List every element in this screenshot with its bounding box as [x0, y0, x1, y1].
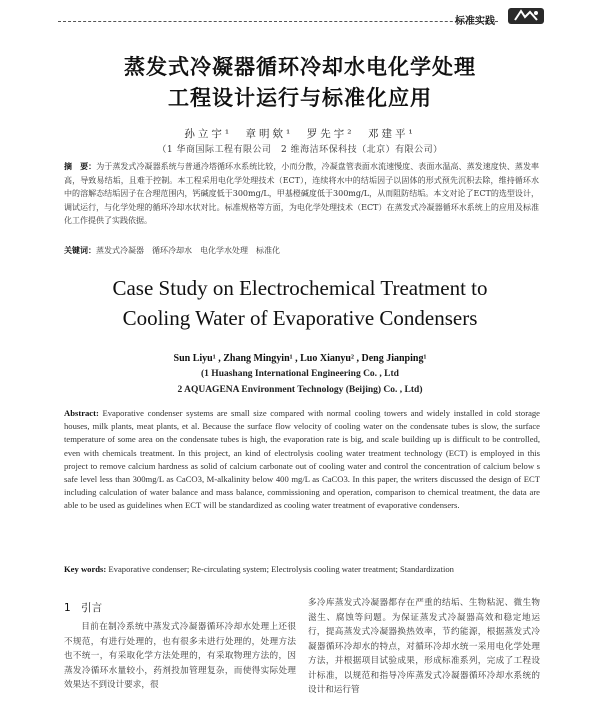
keywords-en-text: Evaporative condenser; Re-circulating system; Electrolysis cooling water treatment; Standardization: [108, 564, 454, 574]
title-cn-line2: 工程设计运行与标准化应用: [168, 86, 432, 110]
journal-logo-icon: [508, 6, 544, 26]
header-rule: [58, 21, 498, 22]
abstract-en-label: Abstract:: [64, 408, 99, 418]
section-heading-introduction: 1 引言: [64, 602, 103, 614]
abstract-cn-text: 为于蒸发式冷凝器系统与普通冷塔循环水系统比较，小而分散，冷凝盘管表面水流速慢度、表面水温高、蒸发速度快、蒸发率高，导致易结垢，且难于控制。本工程采用电化学处理技术（ECT），连续将水中的结垢因子以固体的形式预先沉积去除，维持循环水中的溶解态结垢因子在合理范围内，钙碱度低于300mg/L，甲基橙碱度低于300mg/L，从而阻防结垢。本文对论了ECT的选型设计，调试运行，与化学处理的循环冷却水状对比。标准规格等方面，为电化学处理技术（ECT）在蒸发式冷凝器循环水系统上的应用及标准化工作提供了实践依据。: [64, 162, 540, 225]
body-column-left: 目前在制冷系统中蒸发式冷凝器循环冷却水处理上还很不规范，有进行处理的，也有很多未进行处理的，处理方法也不统一，有采取化学方法处理的，有采取物理方法的，因蒸发冷循环水量较小，药剂投加管理复杂，而使得实际处理效果达不到设计要求，很: [64, 622, 296, 690]
keywords-cn-label: 关键词：: [64, 245, 96, 255]
affiliation-en-1: (1 Huashang International Engineering Co. , Ltd: [201, 369, 399, 379]
affiliation-en-2: 2 AQUAGENA Environment Technology (Beijing) Co. , Ltd): [177, 385, 423, 395]
keywords-cn-text: 蒸发式冷凝器 循环冷却水 电化学水处理 标准化: [96, 246, 280, 255]
authors-cn: 孙立宇¹ 章明欸¹ 罗先宇² 邓建平¹: [184, 128, 416, 140]
section-label: 标准实践: [455, 16, 495, 27]
title-cn-line1: 蒸发式冷凝器循环冷却水电化学处理: [124, 55, 476, 79]
abstract-en: [64, 407, 540, 513]
abstract-cn: [64, 160, 539, 228]
keywords-en: [64, 563, 540, 575]
authors-en: Sun Liyu¹ , Zhang Mingyin¹ , Luo Xianyu² , Deng Jianping¹: [173, 353, 427, 364]
keywords-cn: [64, 244, 539, 257]
title-en-line1: Case Study on Electrochemical Treatment to: [112, 276, 488, 300]
affiliations-cn: （1 华商国际工程有限公司 2 维海洁环保科技（北京）有限公司）: [157, 145, 443, 155]
abstract-en-text: Evaporative condenser systems are small size compared with normal cooling towers and widely installed in cold storage houses, milk plants, meat plants, et al. Because the surface flow velocity of cooling water on the condensate tubes is slow, the surface temperature of some area on the condensate tubes is high, the evaporation rate is big, and scale building up is difficult to be controlled, even with chemicals treatment. In this project, an kind of electrolysis cooling water treatment technology (ECT) is employed in this project to remove calcium hardness as solid of calcium carbonate out of cooling water and control the concentration of calcium below s safe level less than 300mg/L as CaCO3, M-alkalinity below 400 mg/L as CaCO3. In this paper, the writers discussed the design of ECT including calculation of water balance and mass balance, commissioning and operation, comparison to chemical treatment, the data are able to be used as guidelines when ECT will be standardized as cooling water treatment of evaporative condensers.: [64, 408, 540, 511]
title-en-line2: Cooling Water of Evaporative Condensers: [122, 306, 478, 330]
abstract-cn-label: 摘 要：: [64, 161, 97, 171]
keywords-en-label: Key words:: [64, 564, 107, 574]
body-column-right: 多冷库蒸发式冷凝器都存在严重的结垢、生物粘泥、微生物滋生、腐蚀等问题。为保证蒸发式冷凝器高效和稳定地运行，提高蒸发式冷凝器换热效率，节约能源，根据蒸发式冷凝器循环冷却水的特点，对循环冷却水统一采用电化学处理方法，并根据项目试验成果，形成标准系列，完成了工程设计标准，以规范和指导冷库蒸发式冷凝器循环冷却水系统的设计和运行管: [308, 598, 540, 695]
